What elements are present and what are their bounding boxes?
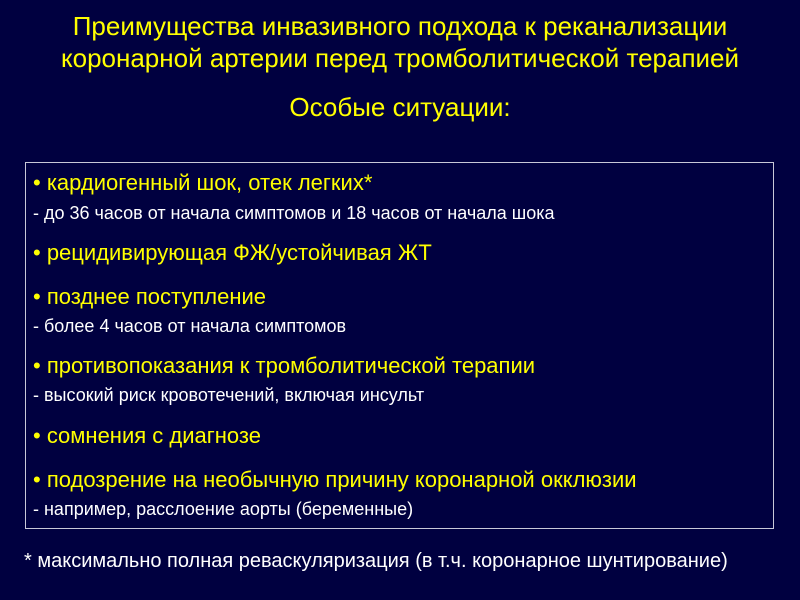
item-thrombolysis-contraindications: • противопоказания к тромболитической терапии [33, 353, 536, 378]
item-unusual-occlusion-cause: • подозрение на необычную причину коронарной окклюзии [33, 467, 637, 492]
title-line-1: Преимущества инвазивного подхода к реканализации [72, 11, 728, 41]
item-unusual-occlusion-cause-note: - например, расслоение аорты (беременные) [33, 499, 414, 519]
item-late-admission: • позднее поступление [33, 284, 267, 309]
item-cardiogenic-shock-note: - до 36 часов от начала симптомов и 18 часов от начала шока [33, 203, 555, 223]
item-cardiogenic-shock: • кардиогенный шок, отек легких* [33, 170, 373, 195]
slide-title [0, 10, 800, 74]
item-thrombolysis-contraindications-note: - высокий риск кровотечений, включая инсульт [33, 385, 425, 405]
footnote: * максимально полная реваскуляризация (в т.ч. коронарное шунтирование) [24, 550, 728, 572]
item-recurrent-vf-vt: • рецидивирующая ФЖ/устойчивая ЖТ [33, 240, 432, 265]
title-line-2: коронарной артерии перед тромболитической терапией [60, 43, 740, 73]
item-late-admission-note: - более 4 часов от начала симптомов [33, 316, 347, 336]
slide-subtitle: Особые ситуации: [289, 92, 511, 122]
item-diagnosis-doubt: • сомнения с диагнозе [33, 423, 261, 448]
